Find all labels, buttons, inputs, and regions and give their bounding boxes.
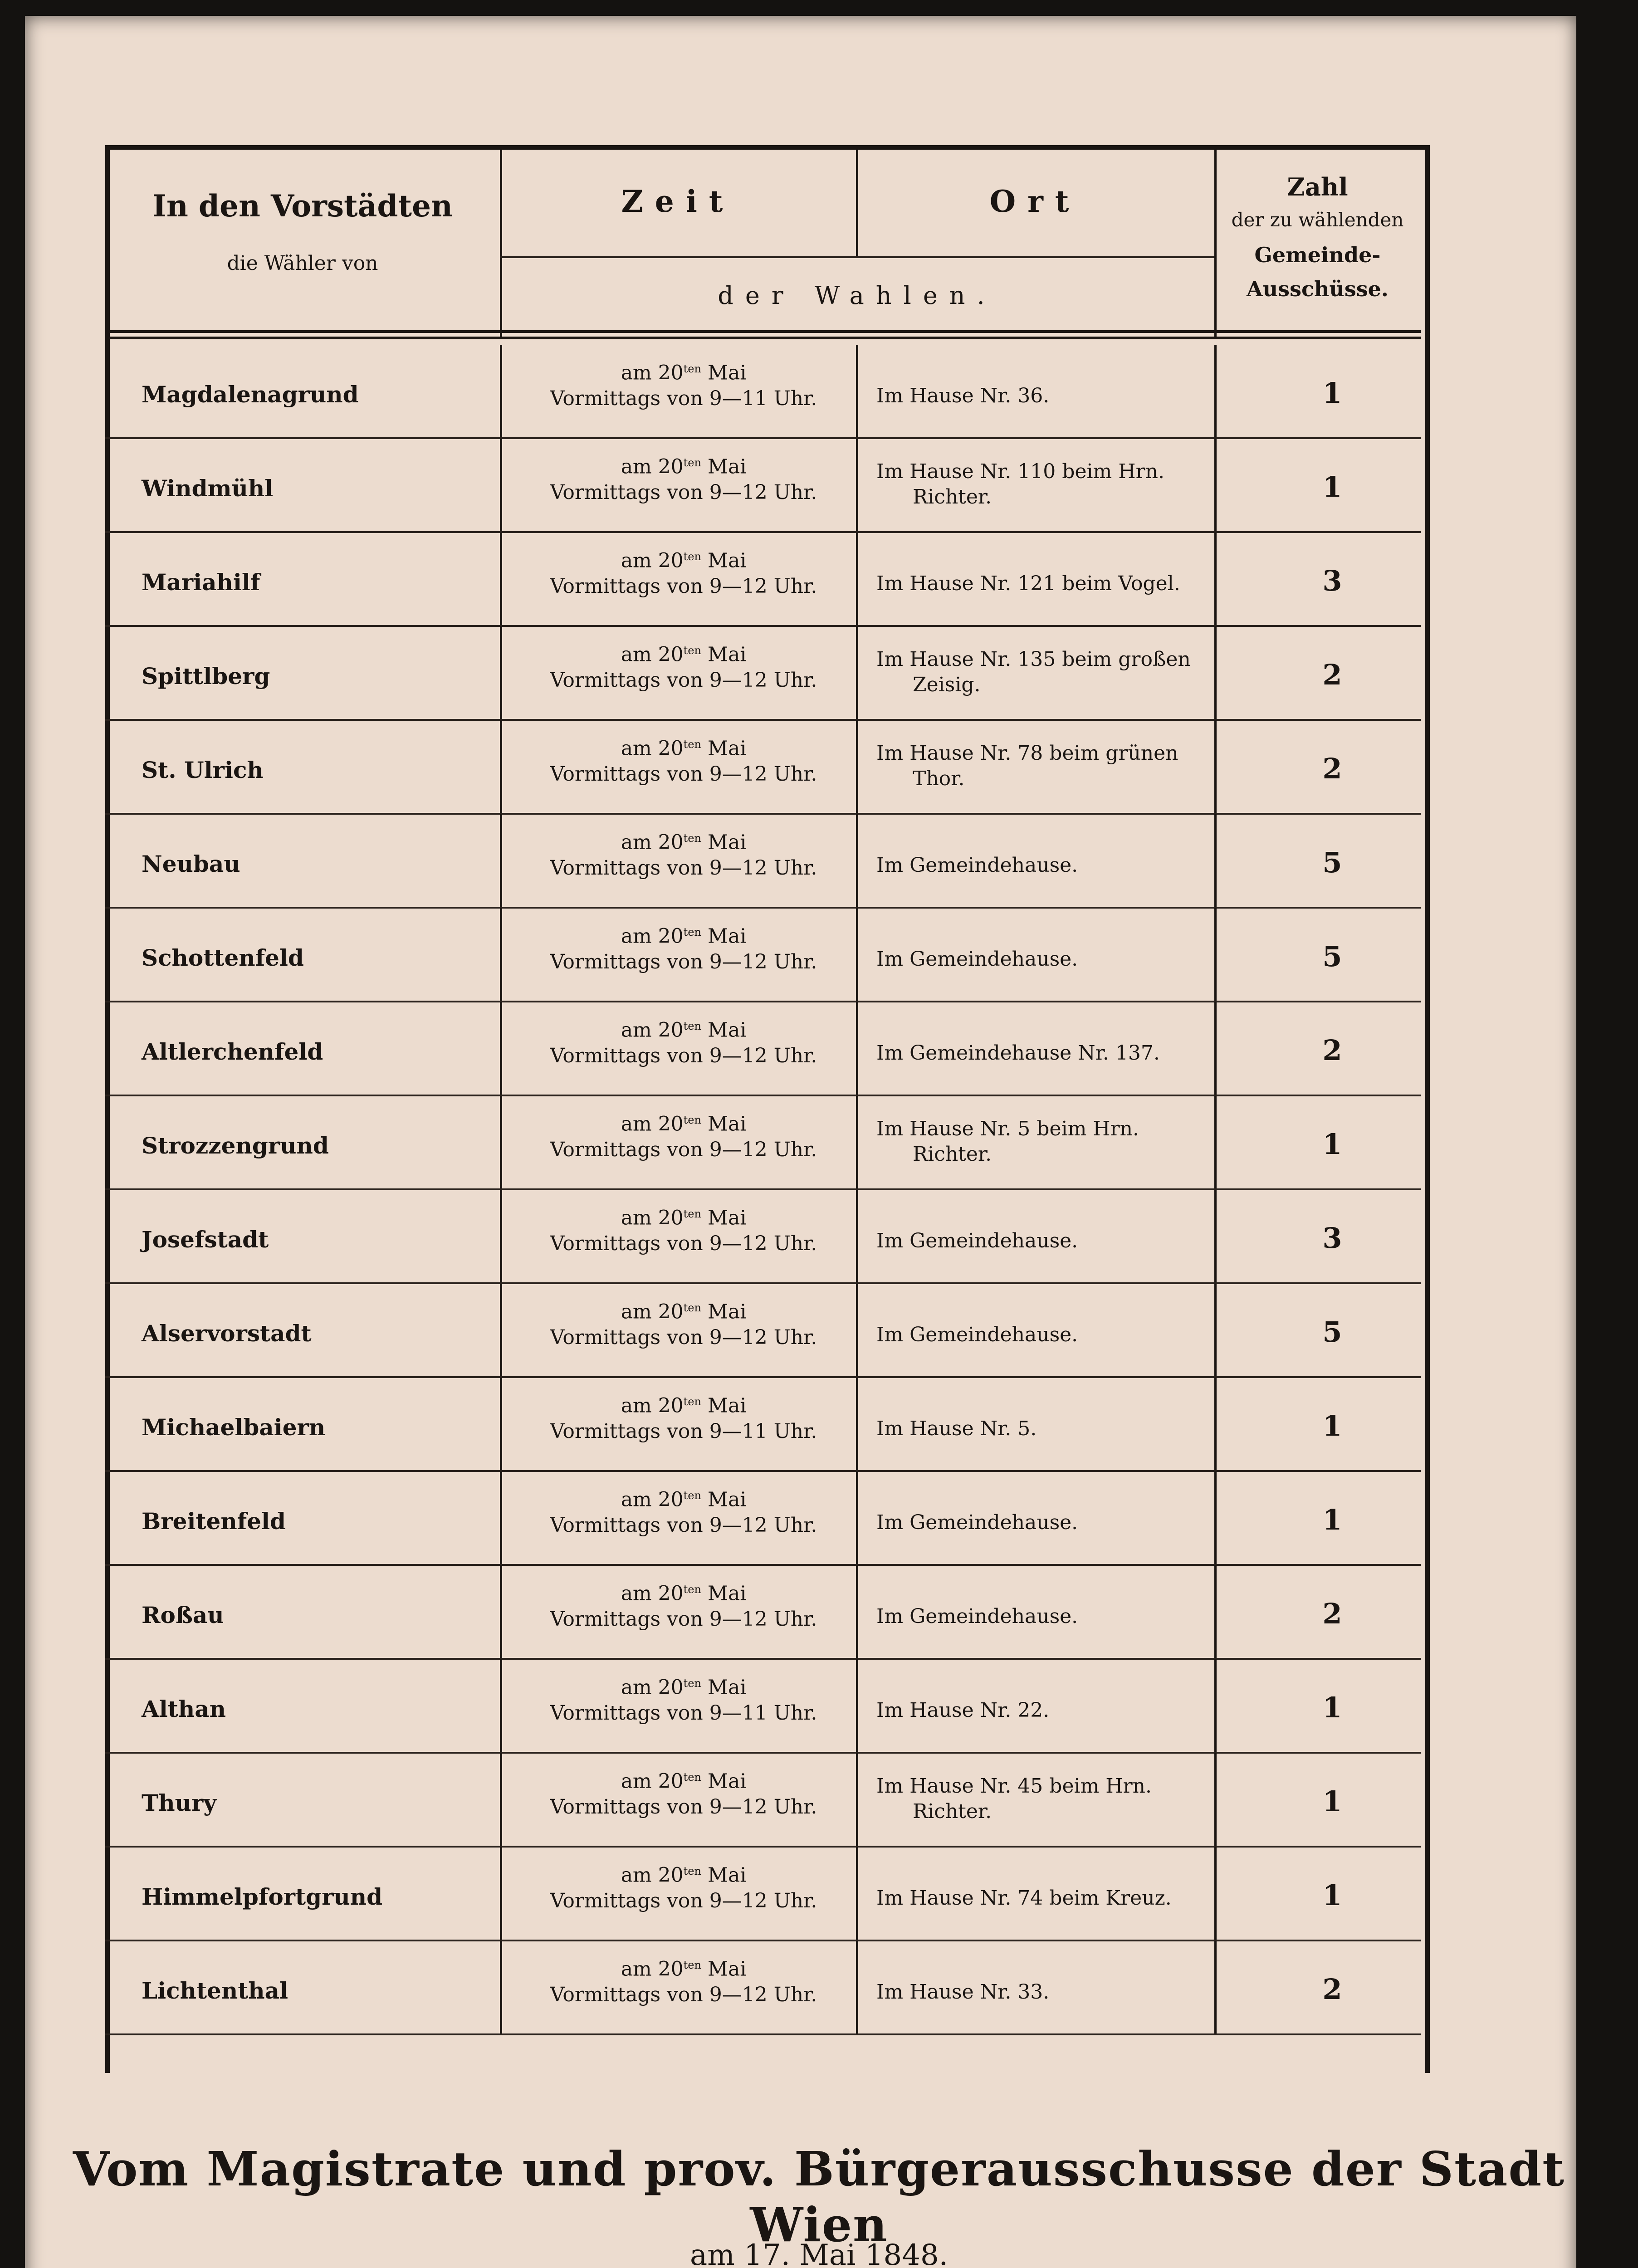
place-line1: Im Hause Nr. 110 beim Hrn.: [876, 460, 1164, 483]
header-place: Ort: [989, 184, 1081, 219]
suburb-name: Altlerchenfeld: [142, 1038, 323, 1065]
election-time: [507, 1389, 861, 1444]
place-line1: Im Gemeindehause.: [876, 948, 1078, 971]
place-line1: Im Gemeindehause.: [876, 1605, 1078, 1628]
place-line2: Zeisig.: [913, 673, 981, 696]
time-day-suffix: ten: [683, 550, 701, 563]
table-row: [105, 814, 1421, 907]
election-time: [507, 356, 861, 411]
time-day-suffix: ten: [683, 1207, 701, 1220]
time-day: am 20: [621, 1394, 684, 1418]
time-day: am 20: [621, 1957, 684, 1981]
time-month: Mai: [707, 1676, 747, 1699]
table-row: [105, 1941, 1421, 2034]
place-line1: Im Hause Nr. 33.: [876, 1980, 1050, 2004]
election-place: [876, 459, 1230, 510]
time-month: Mai: [707, 1112, 747, 1136]
time-day: am 20: [621, 1112, 684, 1136]
time-day: am 20: [621, 924, 684, 948]
time-day: am 20: [621, 1488, 684, 1511]
election-place: [876, 947, 1230, 972]
table-row: [105, 1284, 1421, 1377]
time-day-suffix: ten: [683, 1020, 701, 1032]
suburb-name: Schottenfeld: [142, 944, 304, 971]
time-day-suffix: ten: [683, 1395, 701, 1408]
time-day: am 20: [621, 1769, 684, 1793]
suburb-name: Thury: [142, 1789, 217, 1816]
suburb-name: Breitenfeld: [142, 1508, 286, 1535]
time-day: am 20: [621, 1206, 684, 1230]
table-row: [105, 1659, 1421, 1752]
time-day: am 20: [621, 361, 684, 385]
time-day-suffix: ten: [683, 926, 701, 938]
place-line1: Im Gemeindehause.: [876, 1323, 1078, 1346]
time-day: am 20: [621, 643, 684, 666]
election-place: [876, 1416, 1230, 1442]
time-hours: Vormittags von 9—12 Uhr.: [550, 950, 817, 973]
election-place: [876, 647, 1230, 698]
committee-count: 1: [1322, 1128, 1342, 1161]
time-month: Mai: [707, 924, 747, 948]
suburb-name: Himmelpfortgrund: [142, 1883, 383, 1910]
time-day-suffix: ten: [683, 1583, 701, 1596]
time-month: Mai: [707, 1769, 747, 1793]
committee-count: 5: [1322, 1315, 1342, 1349]
election-place: [876, 853, 1230, 878]
place-line2: Richter.: [913, 485, 992, 508]
time-month: Mai: [707, 1582, 747, 1605]
suburb-name: Roßau: [142, 1602, 224, 1628]
suburb-name: Alservorstadt: [142, 1320, 312, 1347]
table-row: [105, 345, 1421, 438]
election-time: [507, 1201, 861, 1256]
time-hours: Vormittags von 9—12 Uhr.: [550, 1889, 817, 1912]
election-place: [876, 571, 1230, 596]
suburb-name: Mariahilf: [142, 569, 260, 596]
table-row: [105, 1378, 1421, 1471]
election-table: [105, 145, 1430, 2073]
table-row: [105, 1096, 1421, 1189]
election-time: [507, 544, 861, 599]
time-day: am 20: [621, 1018, 684, 1042]
place-line1: Im Hause Nr. 22.: [876, 1699, 1050, 1722]
committee-count: 2: [1322, 1597, 1342, 1630]
time-day: am 20: [621, 737, 684, 760]
time-day: am 20: [621, 1863, 684, 1887]
election-time: [507, 732, 861, 787]
header-time: Zeit: [621, 184, 735, 219]
suburb-name: Lichtenthal: [142, 1977, 288, 2004]
suburb-name: Strozzengrund: [142, 1132, 329, 1159]
time-hours: Vormittags von 9—12 Uhr.: [550, 480, 817, 504]
election-place: [876, 1604, 1230, 1629]
time-month: Mai: [707, 455, 747, 479]
suburb-name: Josefstadt: [142, 1226, 269, 1253]
committee-count: 1: [1322, 1691, 1342, 1724]
election-time: [507, 1765, 861, 1820]
election-time: [507, 1671, 861, 1726]
header-suburbs-title: In den Vorstädten: [152, 188, 453, 224]
table-row: [105, 1847, 1421, 1940]
time-month: Mai: [707, 1300, 747, 1324]
committee-count: 1: [1322, 1409, 1342, 1442]
time-day-suffix: ten: [683, 1301, 701, 1314]
committee-count: 2: [1322, 1034, 1342, 1067]
time-month: Mai: [707, 1957, 747, 1981]
election-time: [507, 450, 861, 505]
place-line2: Richter.: [913, 1143, 992, 1166]
time-day-suffix: ten: [683, 738, 701, 751]
time-hours: Vormittags von 9—12 Uhr.: [550, 668, 817, 692]
time-day: am 20: [621, 455, 684, 479]
time-hours: Vormittags von 9—12 Uhr.: [550, 1138, 817, 1161]
table-header: [105, 145, 1421, 331]
committee-count: 2: [1322, 658, 1342, 691]
committee-count: 1: [1322, 1503, 1342, 1536]
place-line1: Im Gemeindehause.: [876, 854, 1078, 877]
election-time: [507, 1483, 861, 1538]
election-time: [507, 1107, 861, 1163]
place-line1: Im Hause Nr. 36.: [876, 384, 1050, 407]
election-time: [507, 1577, 861, 1632]
committee-count: 1: [1322, 470, 1342, 503]
time-hours: Vormittags von 9—12 Uhr.: [550, 1795, 817, 1818]
election-place: [876, 1228, 1230, 1254]
election-time: [507, 919, 861, 975]
committee-count: 3: [1322, 1222, 1342, 1255]
committee-count: 1: [1322, 1785, 1342, 1818]
election-place: [876, 1774, 1230, 1824]
issuer-line: Vom Magistrate und prov. Bürgerausschusse der Stadt Wien: [73, 2141, 1565, 2253]
time-month: Mai: [707, 737, 747, 760]
time-month: Mai: [707, 1018, 747, 1042]
date-line: am 17. Mai 1848.: [689, 2239, 949, 2268]
time-hours: Vormittags von 9—11 Uhr.: [550, 386, 817, 410]
committee-count: 3: [1322, 564, 1342, 597]
time-day: am 20: [621, 1300, 684, 1324]
election-time: [507, 1952, 861, 2008]
suburb-name: Magdalenagrund: [142, 381, 359, 408]
time-day: am 20: [621, 549, 684, 572]
committee-count: 5: [1322, 846, 1342, 879]
election-place: [876, 383, 1230, 409]
header-suburbs-sub: die Wähler von: [227, 252, 378, 275]
time-day-suffix: ten: [683, 644, 701, 657]
time-hours: Vormittags von 9—12 Uhr.: [550, 762, 817, 786]
header-count-l3: Gemeinde-: [1254, 243, 1381, 267]
table-row: [105, 720, 1421, 813]
place-line1: Im Hause Nr. 121 beim Vogel.: [876, 572, 1180, 595]
time-hours: Vormittags von 9—12 Uhr.: [550, 1983, 817, 2006]
election-time: [507, 826, 861, 881]
place-line1: Im Hause Nr. 5 beim Hrn.: [876, 1117, 1139, 1140]
table-row: [105, 439, 1421, 532]
committee-count: 5: [1322, 940, 1342, 973]
table-row: [105, 1002, 1421, 1095]
election-place: [876, 1980, 1230, 2005]
time-month: Mai: [707, 1394, 747, 1418]
table-row: [105, 1190, 1421, 1283]
committee-count: 2: [1322, 752, 1342, 785]
time-day-suffix: ten: [683, 832, 701, 845]
suburb-name: Althan: [142, 1696, 226, 1722]
time-month: Mai: [707, 1206, 747, 1230]
place-line1: Im Hause Nr. 45 beim Hrn.: [876, 1774, 1152, 1798]
header-count-l1: Zahl: [1287, 172, 1348, 201]
time-day-suffix: ten: [683, 362, 701, 375]
place-line2: Richter.: [913, 1800, 992, 1823]
table-row: [105, 1753, 1421, 1846]
election-time: [507, 1295, 861, 1350]
time-day-suffix: ten: [683, 1114, 701, 1126]
suburb-name: St. Ulrich: [142, 757, 264, 783]
table-row: [105, 908, 1421, 1001]
table-row: [105, 1565, 1421, 1658]
time-day: am 20: [621, 1676, 684, 1699]
committee-count: 2: [1322, 1973, 1342, 2006]
election-place: [876, 1116, 1230, 1167]
suburb-name: Windmühl: [142, 475, 274, 502]
time-hours: Vormittags von 9—11 Uhr.: [550, 1419, 817, 1443]
time-day-suffix: ten: [683, 1489, 701, 1502]
place-line1: Im Gemeindehause.: [876, 1229, 1078, 1252]
election-place: [876, 1510, 1230, 1535]
header-count-l4: Ausschüsse.: [1247, 277, 1389, 301]
header-count-l2: der zu wählenden: [1231, 209, 1404, 231]
election-place: [876, 1886, 1230, 1911]
place-line1: Im Gemeindehause Nr. 137.: [876, 1041, 1160, 1065]
time-hours: Vormittags von 9—11 Uhr.: [550, 1701, 817, 1725]
time-day-suffix: ten: [683, 1677, 701, 1690]
election-place: [876, 741, 1230, 792]
election-place: [876, 1322, 1230, 1348]
place-line2: Thor.: [913, 767, 965, 790]
time-hours: Vormittags von 9—12 Uhr.: [550, 1044, 817, 1067]
committee-count: 1: [1322, 376, 1342, 410]
election-time: [507, 1013, 861, 1069]
place-line1: Im Hause Nr. 74 beim Kreuz.: [876, 1887, 1172, 1910]
place-line1: Im Hause Nr. 5.: [876, 1417, 1037, 1440]
time-day: am 20: [621, 831, 684, 854]
suburb-name: Spittlberg: [142, 663, 270, 689]
time-hours: Vormittags von 9—12 Uhr.: [550, 1607, 817, 1631]
time-hours: Vormittags von 9—12 Uhr.: [550, 1325, 817, 1349]
election-time: [507, 638, 861, 693]
place-line1: Im Hause Nr. 135 beim großen: [876, 648, 1191, 671]
time-month: Mai: [707, 831, 747, 854]
time-day-suffix: ten: [683, 1771, 701, 1784]
election-place: [876, 1698, 1230, 1723]
suburb-name: Michaelbaiern: [142, 1414, 326, 1441]
time-month: Mai: [707, 361, 747, 385]
table-row: [105, 1471, 1421, 1564]
time-day-suffix: ten: [683, 1865, 701, 1877]
table-row: [105, 533, 1421, 626]
time-hours: Vormittags von 9—12 Uhr.: [550, 1513, 817, 1537]
header-elections: der Wahlen.: [718, 281, 997, 310]
suburb-name: Neubau: [142, 850, 240, 877]
time-hours: Vormittags von 9—12 Uhr.: [550, 856, 817, 880]
time-month: Mai: [707, 549, 747, 572]
time-month: Mai: [707, 643, 747, 666]
table-row: [105, 626, 1421, 719]
time-month: Mai: [707, 1488, 747, 1511]
time-hours: Vormittags von 9—12 Uhr.: [550, 1232, 817, 1255]
time-hours: Vormittags von 9—12 Uhr.: [550, 574, 817, 598]
time-day-suffix: ten: [683, 1959, 701, 1971]
time-month: Mai: [707, 1863, 747, 1887]
election-place: [876, 1041, 1230, 1066]
time-day-suffix: ten: [683, 456, 701, 469]
committee-count: 1: [1322, 1879, 1342, 1912]
place-line1: Im Hause Nr. 78 beim grünen: [876, 742, 1178, 765]
time-day: am 20: [621, 1582, 684, 1605]
place-line1: Im Gemeindehause.: [876, 1511, 1078, 1534]
election-time: [507, 1858, 861, 1914]
